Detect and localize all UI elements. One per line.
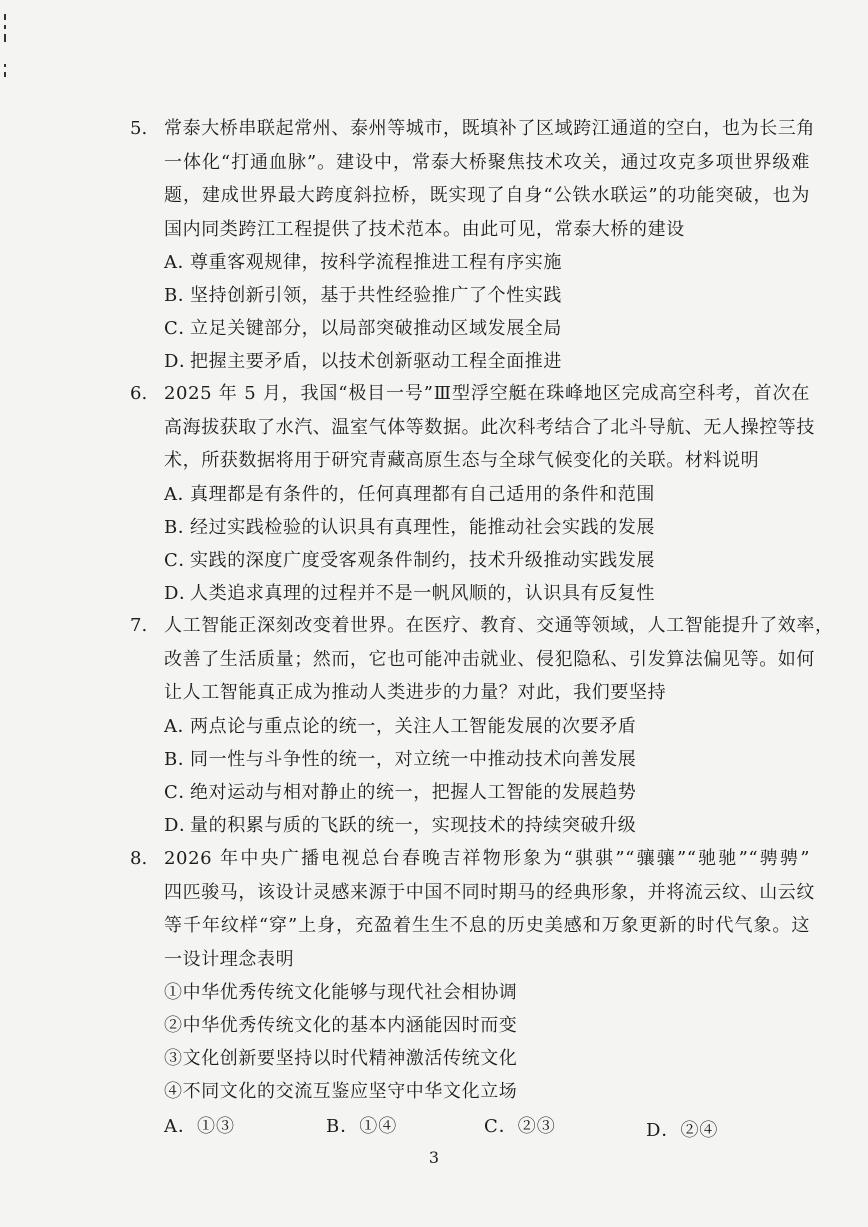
question-6	[130, 377, 815, 610]
statement-2: ②中华优秀传统文化的基本内涵能因时而变	[164, 1015, 518, 1036]
answer-choices	[164, 1108, 810, 1144]
question-stem	[164, 842, 815, 976]
option-c: C．实践的深度广度受客观条件制约，技术升级推动实践发展	[164, 549, 655, 571]
statement-4: ④不同文化的交流互鉴应坚守中华文化立场	[164, 1081, 518, 1102]
stem-line: 高海拔获取了水汽、温室气体等数据。此次科考结合了北斗导航、无人操控等技	[164, 416, 815, 438]
statement-3: ③文化创新要坚持以时代精神激活传统文化	[164, 1048, 518, 1069]
question-stem	[164, 609, 834, 710]
stem-line: 等千年纹样“穿”上身，充盈着生生不息的历史美感和万象更新的时代气象。这	[164, 915, 810, 936]
option-b: B．坚持创新引领，基于共性经验推广了个性实践	[164, 285, 562, 306]
question-stem	[164, 377, 815, 478]
option-a: A．真理都是有条件的，任何真理都有自己适用的条件和范围	[164, 483, 655, 505]
choice-b: B．①④	[326, 1116, 398, 1137]
question-stem	[164, 112, 815, 246]
statement-1: ①中华优秀传统文化能够与现代社会相协调	[164, 982, 518, 1003]
stem-line: 一设计理念表明	[164, 948, 295, 970]
stem-line: 四匹骏马，该设计灵感来源于中国不同时期马的经典形象，并将流云纹、山云纹	[164, 881, 815, 903]
question-number: 5.	[130, 118, 148, 139]
stem-line: 2025 年 5 月，我国“极目一号”Ⅲ型浮空艇在珠峰地区完成高空科考，首次在	[164, 383, 810, 404]
question-number: 7.	[130, 615, 148, 636]
stem-line: 常泰大桥串联起常州、泰州等城市，既填补了区域跨江通道的空白，也为长三角	[164, 118, 815, 139]
option-d: D．量的积累与质的飞跃的统一，实现技术的持续突破升级	[164, 814, 637, 836]
stem-line: 术，所获数据将用于研究青藏高原生态与全球气候变化的关联。材料说明	[164, 450, 760, 471]
stem-line: 让人工智能真正成为推动人类进步的力量？对此，我们要坚持	[164, 682, 667, 703]
choice-d: D．②④	[646, 1120, 719, 1141]
option-d: D．把握主要矛盾，以技术创新驱动工程全面推进	[164, 351, 562, 372]
question-5	[130, 112, 815, 378]
stem-line: 一体化“打通血脉”。建设中，常泰大桥聚焦技术攻关，通过攻克多项世界级难	[164, 151, 810, 173]
page-number: 3	[428, 1148, 440, 1167]
choice-a: A．①③	[164, 1116, 235, 1137]
stem-line: 2026 年中央广播电视总台春晚吉祥物形象为“骐骐”“骧骧”“驰驰”“骋骋”	[164, 848, 810, 869]
choice-c: C．②③	[484, 1116, 556, 1137]
question-7	[130, 609, 834, 842]
question-number: 8.	[130, 848, 148, 869]
question-number: 6.	[130, 383, 148, 404]
option-d: D．人类追求真理的过程并不是一帆风顺的，认识具有反复性	[164, 582, 655, 604]
stem-line: 题，建成世界最大跨度斜拉桥，既实现了自身“公铁水联运”的功能突破，也为	[164, 185, 810, 206]
binding-marks	[4, 14, 10, 82]
option-c: C．绝对运动与相对静止的统一，把握人工智能的发展趋势	[164, 781, 637, 803]
stem-line: 改善了生活质量；然而，它也可能冲击就业、侵犯隐私、引发算法偏见等。如何	[164, 648, 815, 670]
stem-line: 人工智能正深刻改变着世界。在医疗、教育、交通等领域，人工智能提升了效率，	[164, 615, 834, 636]
option-c: C．立足关键部分，以局部突破推动区域发展全局	[164, 318, 562, 339]
option-a: A．两点论与重点论的统一，关注人工智能发展的次要矛盾	[164, 715, 637, 737]
stem-line: 国内同类跨江工程提供了技术范本。由此可见，常泰大桥的建设	[164, 218, 685, 240]
option-b: B．经过实践检验的认识具有真理性，能推动社会实践的发展	[164, 516, 655, 538]
option-a: A．尊重客观规律，按科学流程推进工程有序实施	[164, 252, 562, 273]
question-8	[130, 842, 815, 1144]
option-b: B．同一性与斗争性的统一，对立统一中推动技术向善发展	[164, 748, 637, 770]
